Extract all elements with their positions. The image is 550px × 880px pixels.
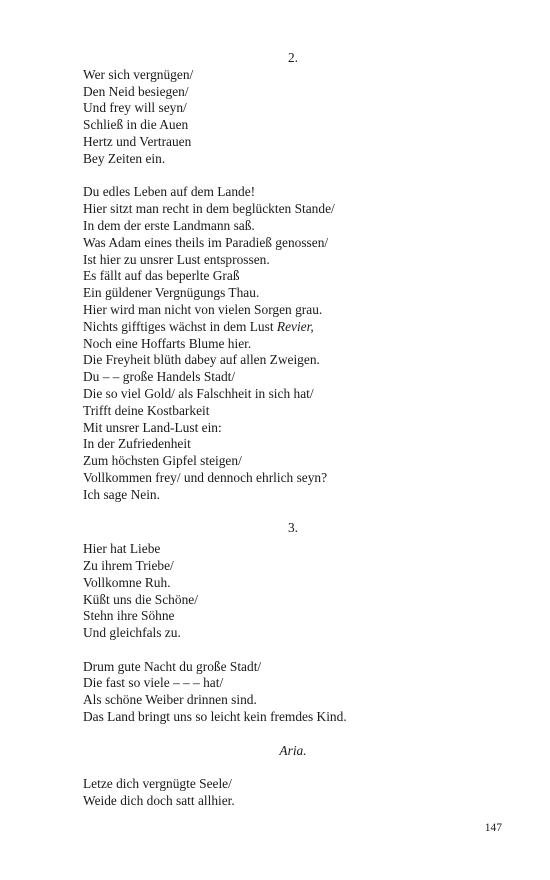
stanza — [83, 659, 503, 726]
verse-line: Stehn ihre Söhne — [83, 608, 175, 624]
verse-line: In dem der erste Landmann saß. — [83, 217, 255, 233]
verse-line: Schließ in die Auen — [83, 117, 189, 133]
verse-line: Die so viel Gold/ als Falschheit in sich hat/ — [83, 385, 314, 401]
verse-line: Ist hier zu unsrer Lust entsprossen. — [83, 251, 270, 267]
verse-line: Das Land bringt uns so leicht kein fremdes Kind. — [83, 709, 347, 725]
verse-line: Ich sage Nein. — [83, 486, 160, 502]
verse-line: Die Freyheit blüth dabey auf allen Zweigen. — [83, 352, 320, 368]
verse-line: Die fast so viele – – – hat/ — [83, 675, 224, 691]
verse-text: Nichts gifftiges wächst in dem Lust — [83, 318, 277, 334]
verse-line: Den Neid besiegen/ — [83, 83, 189, 99]
verse-line: Was Adam eines theils im Paradieß genossen/ — [83, 234, 329, 250]
section-heading-aria: Aria. — [279, 742, 307, 758]
verse-line: Ein güldener Vergnügungs Thau. — [83, 285, 260, 301]
verse-line: Und frey will seyn/ — [83, 100, 187, 116]
verse-line: Zum höchsten Gipfel steigen/ — [83, 453, 242, 469]
verse-line: Vollkommen frey/ und dennoch ehrlich seyn? — [83, 469, 328, 485]
verse-line: Als schöne Weiber drinnen sind. — [83, 692, 257, 708]
verse-line: Hier hat Liebe — [83, 541, 161, 557]
verse-line: Noch eine Hoffarts Blume hier. — [83, 335, 252, 351]
poem-page — [83, 50, 503, 810]
stanza — [83, 776, 503, 810]
stanza — [83, 184, 503, 503]
section-heading-3: 3. — [287, 520, 299, 536]
verse-line: Und gleichfals zu. — [83, 625, 181, 641]
verse-line: Hier wird man nicht von vielen Sorgen grau. — [83, 301, 323, 317]
verse-line: Du edles Leben auf dem Lande! — [83, 184, 256, 200]
verse-line: Letze dich vergnügte Seele/ — [83, 776, 232, 792]
verse-line: Mit unsrer Land-Lust ein: — [83, 419, 222, 435]
verse-line: Hier sitzt man recht in dem beglückten Stande/ — [83, 201, 335, 217]
verse-line: Es fällt auf das beperlte Graß — [83, 268, 240, 284]
page-number: 147 — [484, 822, 502, 834]
verse-line: Weide dich doch satt allhier. — [83, 793, 235, 809]
verse-line-with-italic — [83, 319, 503, 336]
verse-line: Drum gute Nacht du große Stadt/ — [83, 658, 262, 674]
section-heading-2: 2. — [287, 50, 299, 65]
stanza — [83, 541, 503, 642]
verse-line: Bey Zeiten ein. — [83, 150, 166, 166]
verse-line: Küßt uns die Schöne/ — [83, 591, 198, 607]
verse-line: In der Zufriedenheit — [83, 436, 191, 452]
verse-line: Wer sich vergnügen/ — [83, 66, 194, 82]
italic-word: Revier, — [276, 318, 314, 334]
verse-line: Trifft deine Kostbarkeit — [83, 402, 210, 418]
verse-line: Zu ihrem Triebe/ — [83, 557, 174, 573]
verse-line: Hertz und Vertrauen — [83, 133, 192, 149]
verse-line: Du – – große Handels Stadt/ — [83, 369, 236, 385]
stanza — [83, 67, 503, 168]
verse-line: Vollkomne Ruh. — [83, 574, 171, 590]
